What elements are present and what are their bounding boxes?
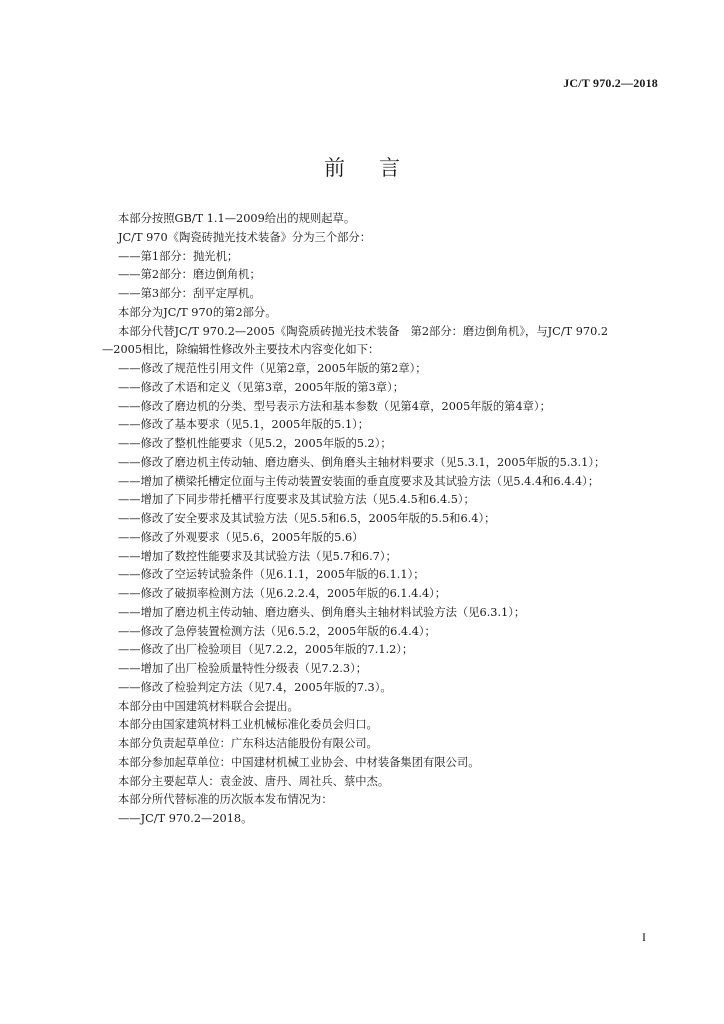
- text-line: ——增加了磨边机主传动轴、磨边磨头、倒角磨头主轴材料试验方法（见6.3.1）；: [118, 605, 526, 619]
- text-line: 本部分负责起草单位：广东科达洁能股份有限公司。: [118, 737, 378, 750]
- text-line: 本部分由中国建筑材料联合会提出。: [118, 699, 299, 713]
- text-line: ——修改了检验判定方法（见7.4，2005年版的7.3）。: [118, 680, 392, 694]
- text-line: 本部分参加起草单位：中国建材机械工业协会、中材装备集团有限公司。: [118, 755, 480, 769]
- text-line: ——JC/T 970.2—2018。: [118, 812, 253, 825]
- text-line: ——修改了外观要求（见5.6，2005年版的5.6）: [118, 530, 364, 544]
- text-line: —2005相比，除编辑性修改外主要技术内容变化如下：: [102, 343, 380, 357]
- text-line: ——增加了下同步带托槽平行度要求及其试验方法（见5.4.5和6.4.5）；: [118, 493, 475, 507]
- text-line: ——修改了术语和定义（见第3章，2005年版的第3章）；: [118, 380, 405, 394]
- text-line: ——修改了急停装置检测方法（见6.5.2，2005年版的6.4.4）；: [118, 624, 436, 638]
- text-line: ——第3部分：刮平定厚机。: [118, 287, 261, 300]
- text-line: ——修改了破损率检测方法（见6.2.2.4，2005年版的6.1.4.4）；: [118, 587, 447, 600]
- text-line: ——修改了磨边机的分类、型号表示方法和基本参数（见第4章，2005年版的第4章）；: [118, 399, 551, 413]
- text-line: ——修改了空运转试验条件（见6.1.1，2005年版的6.1.1）；: [118, 568, 425, 582]
- text-line: ——修改了出厂检验项目（见7.2.2，2005年版的7.1.2）；: [118, 643, 414, 657]
- text-line: ——修改了基本要求（见5.1，2005年版的5.1）；: [118, 418, 370, 432]
- page-number: I: [642, 930, 646, 944]
- text-line: 本部分所代替标准的历次版本发布情况为：: [118, 793, 333, 807]
- text-line: ——增加了出厂检验质量特性分级表（见7.2.3）；: [118, 662, 368, 675]
- text-line: 本部分按照GB/T 1.1—2009给出的规则起草。: [118, 212, 356, 225]
- text-line: ——第1部分：抛光机；: [118, 249, 239, 263]
- text-line: 本部分由国家建筑材料工业机械标准化委员会归口。: [118, 718, 378, 732]
- text-line: ——第2部分：磨边倒角机；: [118, 268, 261, 282]
- text-line: 本部分主要起草人：袁金波、唐丹、周社兵、蔡中杰。: [118, 774, 390, 788]
- text-line: ——修改了整机性能要求（见5.2，2005年版的5.2）；: [118, 437, 392, 450]
- text-line: ——修改了安全要求及其试验方法（见5.5和6.5，2005年版的5.5和6.4）；: [118, 512, 496, 525]
- text-line: ——修改了规范性引用文件（见第2章，2005年版的第2章）；: [118, 362, 427, 375]
- page-title: 前言: [324, 156, 434, 180]
- text-line: JC/T 970《陶瓷砖抛光技术装备》分为三个部分：: [118, 230, 372, 244]
- text-line: 本部分为JC/T 970的第2部分。: [118, 305, 277, 319]
- text-line: ——修改了磨边机主传动轴、磨边磨头、倒角磨头主轴材料要求（见5.3.1，2005年版的5.3.1）；: [118, 455, 606, 469]
- text-line: 本部分代替JC/T 970.2—2005《陶瓷质砖抛光技术装备 第2部分：磨边倒角机》，与JC/T 970.2: [118, 324, 609, 338]
- standard-code: JC/T 970.2—2018: [563, 76, 658, 90]
- foreword-body: [102, 210, 662, 829]
- text-line: ——增加了数控性能要求及其试验方法（见5.7和6.7）；: [118, 549, 397, 563]
- text-line: ——增加了横梁托槽定位面与主传动装置安装面的垂直度要求及其试验方法（见5.4.4和6.4.4）；: [118, 474, 600, 488]
